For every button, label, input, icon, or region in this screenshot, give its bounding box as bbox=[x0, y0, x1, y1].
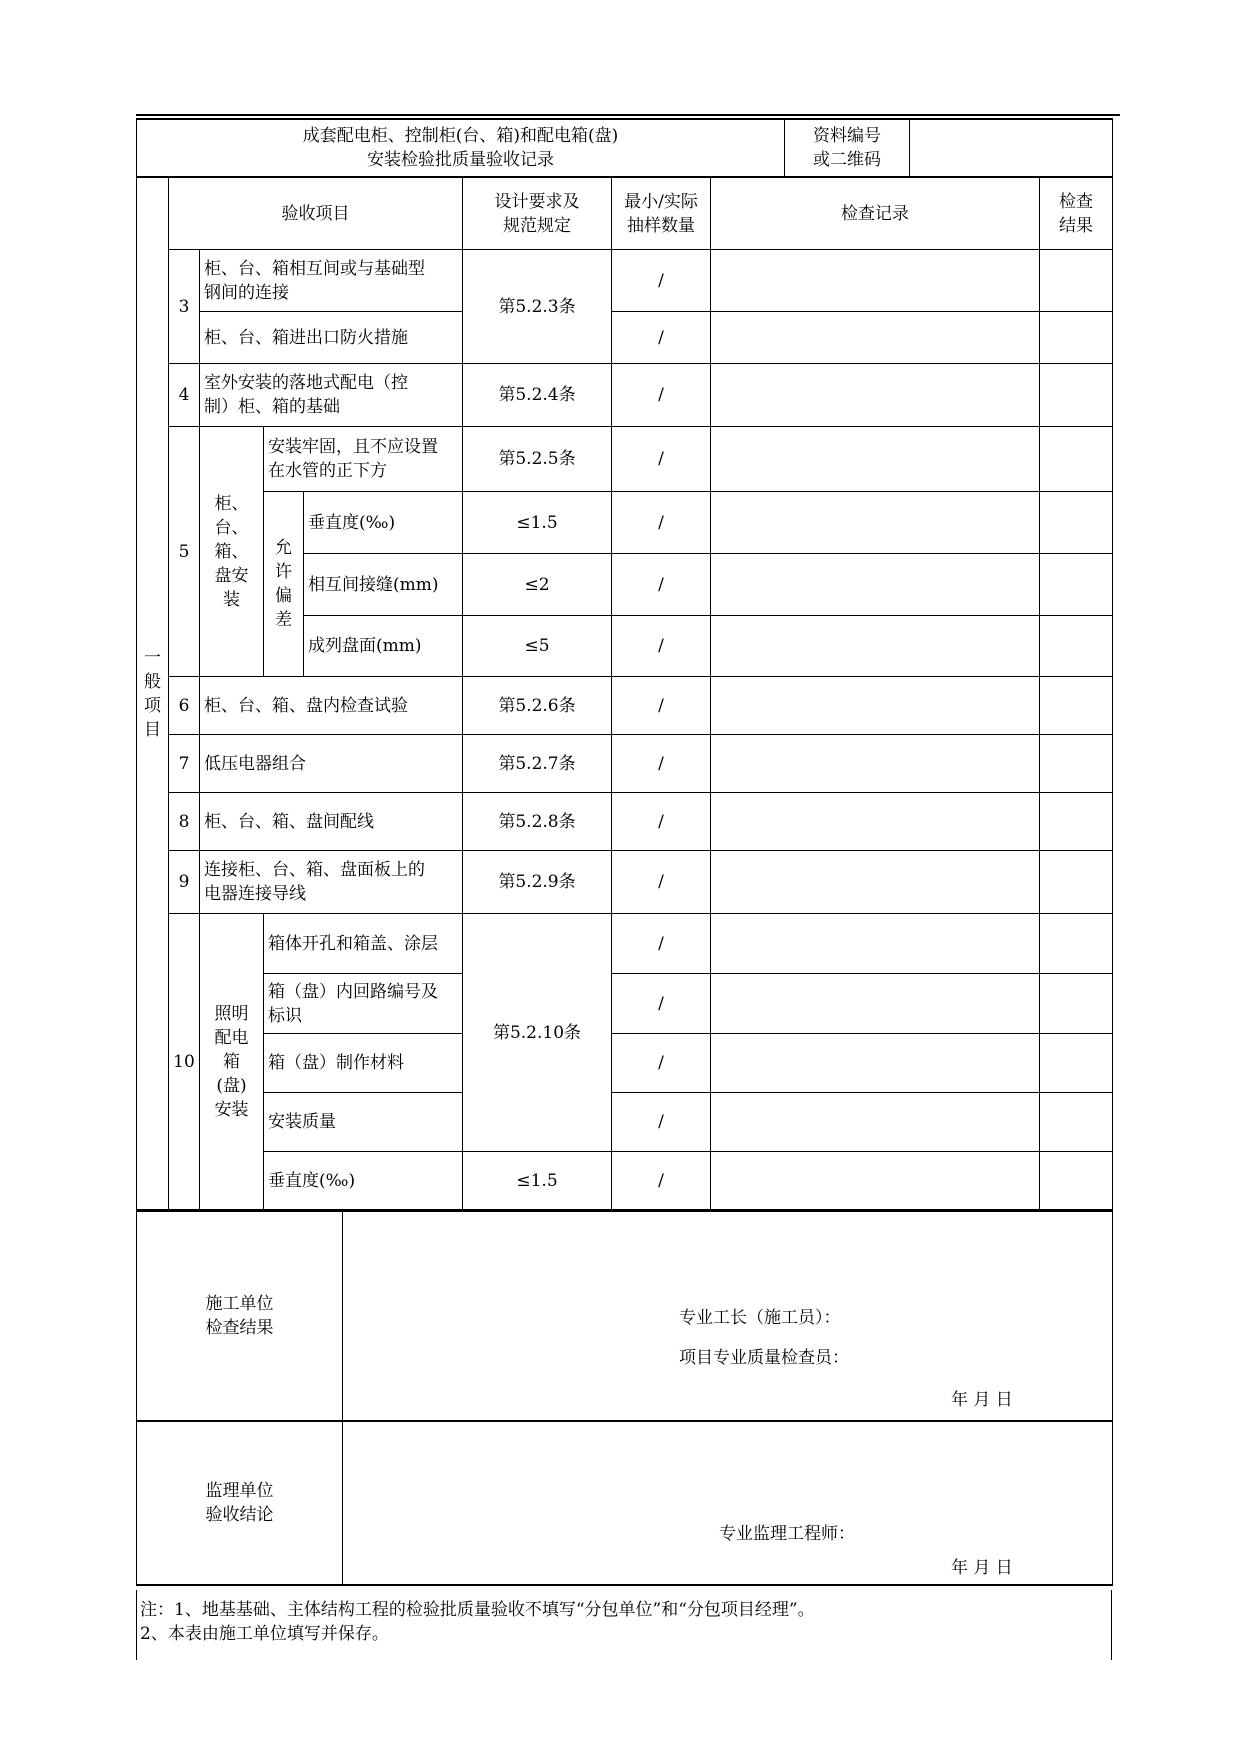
row-10-i2-result[interactable] bbox=[1040, 974, 1113, 1034]
col-header-record: 检查记录 bbox=[711, 178, 1040, 250]
row-3a-result[interactable] bbox=[1040, 250, 1113, 312]
col-header-sample: 最小/实际 抽样数量 bbox=[612, 178, 711, 250]
row-10-i5-spec: ≤1.5 bbox=[463, 1152, 612, 1210]
row-5-d3-result[interactable] bbox=[1040, 616, 1113, 677]
title-table bbox=[136, 118, 1113, 177]
row-10-i5-sample[interactable]: / bbox=[612, 1152, 711, 1210]
row-9-spec: 第5.2.9条 bbox=[463, 851, 612, 914]
signature-table bbox=[136, 1210, 1113, 1586]
col-header-result: 检查 结果 bbox=[1040, 178, 1113, 250]
row-8-no: 8 bbox=[169, 793, 200, 851]
row-10-i2: 箱（盘）内回路编号及 标识 bbox=[264, 974, 463, 1034]
row-10-i4-result[interactable] bbox=[1040, 1093, 1113, 1152]
row-5-sub1-record[interactable] bbox=[711, 427, 1040, 492]
code-value-field[interactable] bbox=[910, 119, 1113, 177]
row-5-sub1: 安装牢固，且不应设置 在水管的正下方 bbox=[264, 427, 463, 492]
row-5-d2-result[interactable] bbox=[1040, 554, 1113, 616]
row-4-no: 4 bbox=[169, 364, 200, 427]
supervision-date: 年 月 日 bbox=[951, 1558, 1013, 1578]
row-4-sample[interactable]: / bbox=[612, 364, 711, 427]
row-10-i1-record[interactable] bbox=[711, 914, 1040, 974]
row-5-sub1-spec: 第5.2.5条 bbox=[463, 427, 612, 492]
notes bbox=[136, 1598, 1112, 1646]
row-10-i1: 箱体开孔和箱盖、涂层 bbox=[264, 914, 463, 974]
row-8-item: 柜、台、箱、盘间配线 bbox=[200, 793, 463, 851]
construction-date: 年 月 日 bbox=[951, 1390, 1013, 1410]
quality-inspector-signature: 项目专业质量检查员： bbox=[679, 1348, 849, 1368]
row-7-record[interactable] bbox=[711, 735, 1040, 793]
row-3-spec: 第5.2.3条 bbox=[463, 250, 612, 364]
row-5-d1-sample[interactable]: / bbox=[612, 492, 711, 554]
row-10-i3: 箱（盘）制作材料 bbox=[264, 1034, 463, 1093]
row-3-item-a: 柜、台、箱相互间或与基础型 钢间的连接 bbox=[200, 250, 463, 312]
row-10-group: 照明 配电 箱 (盘) 安装 bbox=[200, 914, 264, 1210]
construction-label: 施工单位 检查结果 bbox=[137, 1211, 343, 1421]
row-9-no: 9 bbox=[169, 851, 200, 914]
row-5-sub1-sample[interactable]: / bbox=[612, 427, 711, 492]
row-10-spec: 第5.2.10条 bbox=[463, 914, 612, 1152]
row-3-no: 3 bbox=[169, 250, 200, 364]
row-5-d1-record[interactable] bbox=[711, 492, 1040, 554]
row-3b-result[interactable] bbox=[1040, 312, 1113, 364]
row-6-record[interactable] bbox=[711, 677, 1040, 735]
row-10-i3-record[interactable] bbox=[711, 1034, 1040, 1093]
inspection-form bbox=[136, 118, 1112, 1586]
row-5-d2-record[interactable] bbox=[711, 554, 1040, 616]
row-5-sub1-result[interactable] bbox=[1040, 427, 1113, 492]
row-7-result[interactable] bbox=[1040, 735, 1113, 793]
row-4-item: 室外安装的落地式配电（控 制）柜、箱的基础 bbox=[200, 364, 463, 427]
row-4-spec: 第5.2.4条 bbox=[463, 364, 612, 427]
note-line-2: 2、本表由施工单位填写并保存。 bbox=[140, 1624, 389, 1644]
row-10-i2-sample[interactable]: / bbox=[612, 974, 711, 1034]
row-5-d3-spec: ≤5 bbox=[463, 616, 612, 677]
row-10-i4: 安装质量 bbox=[264, 1093, 463, 1152]
row-10-i4-sample[interactable]: / bbox=[612, 1093, 711, 1152]
row-10-i3-result[interactable] bbox=[1040, 1034, 1113, 1093]
row-5-d3: 成列盘面(mm) bbox=[304, 616, 463, 677]
row-10-i1-sample[interactable]: / bbox=[612, 914, 711, 974]
row-3a-record[interactable] bbox=[711, 250, 1040, 312]
construction-result-box[interactable] bbox=[343, 1211, 1113, 1421]
row-9-sample[interactable]: / bbox=[612, 851, 711, 914]
row-6-sample[interactable]: / bbox=[612, 677, 711, 735]
row-4-result[interactable] bbox=[1040, 364, 1113, 427]
row-6-no: 6 bbox=[169, 677, 200, 735]
row-8-spec: 第5.2.8条 bbox=[463, 793, 612, 851]
row-10-i1-result[interactable] bbox=[1040, 914, 1113, 974]
row-7-sample[interactable]: / bbox=[612, 735, 711, 793]
row-3b-record[interactable] bbox=[711, 312, 1040, 364]
row-9-record[interactable] bbox=[711, 851, 1040, 914]
row-9-result[interactable] bbox=[1040, 851, 1113, 914]
row-6-item: 柜、台、箱、盘内检查试验 bbox=[200, 677, 463, 735]
row-3a-sample[interactable]: / bbox=[612, 250, 711, 312]
row-5-d3-sample[interactable]: / bbox=[612, 616, 711, 677]
row-10-i4-record[interactable] bbox=[711, 1093, 1040, 1152]
row-5-group: 柜、 台、 箱、 盘安 装 bbox=[200, 427, 264, 677]
supervision-label: 监理单位 验收结论 bbox=[137, 1421, 343, 1585]
row-8-result[interactable] bbox=[1040, 793, 1113, 851]
row-10-i5: 垂直度(‰) bbox=[264, 1152, 463, 1210]
row-5-d2: 相互间接缝(mm) bbox=[304, 554, 463, 616]
row-7-item: 低压电器组合 bbox=[200, 735, 463, 793]
row-3-item-b: 柜、台、箱进出口防火措施 bbox=[200, 312, 463, 364]
row-6-result[interactable] bbox=[1040, 677, 1113, 735]
supervisor-signature: 专业监理工程师： bbox=[719, 1524, 855, 1544]
row-8-sample[interactable]: / bbox=[612, 793, 711, 851]
row-7-spec: 第5.2.7条 bbox=[463, 735, 612, 793]
supervision-result-box[interactable] bbox=[343, 1421, 1113, 1585]
foreman-signature: 专业工长（施工员）： bbox=[679, 1308, 841, 1328]
top-rule bbox=[136, 114, 1120, 116]
row-6-spec: 第5.2.6条 bbox=[463, 677, 612, 735]
form-title: 成套配电柜、控制柜(台、箱)和配电箱(盘) 安装检验批质量验收记录 bbox=[137, 119, 785, 177]
note-line-1: 注：1、地基基础、主体结构工程的检验批质量验收不填写“分包单位”和“分包项目经理”。 bbox=[140, 1600, 815, 1620]
row-5-d1-spec: ≤1.5 bbox=[463, 492, 612, 554]
row-5-d3-record[interactable] bbox=[711, 616, 1040, 677]
row-7-no: 7 bbox=[169, 735, 200, 793]
row-5-d1-result[interactable] bbox=[1040, 492, 1113, 554]
col-header-design: 设计要求及 规范规定 bbox=[463, 178, 612, 250]
row-9-item: 连接柜、台、箱、盘面板上的 电器连接导线 bbox=[200, 851, 463, 914]
row-10-i5-result[interactable] bbox=[1040, 1152, 1113, 1210]
row-10-i3-sample[interactable]: / bbox=[612, 1034, 711, 1093]
row-5-d2-spec: ≤2 bbox=[463, 554, 612, 616]
row-5-d1: 垂直度(‰) bbox=[304, 492, 463, 554]
row-10-i5-record[interactable] bbox=[711, 1152, 1040, 1210]
row-8-record[interactable] bbox=[711, 793, 1040, 851]
row-5-deviation-label: 允 许 偏 差 bbox=[264, 492, 304, 677]
row-3b-sample[interactable]: / bbox=[612, 312, 711, 364]
row-5-no: 5 bbox=[169, 427, 200, 677]
row-4-record[interactable] bbox=[711, 364, 1040, 427]
col-header-item: 验收项目 bbox=[169, 178, 463, 250]
row-5-d2-sample[interactable]: / bbox=[612, 554, 711, 616]
items-table bbox=[136, 177, 1113, 1210]
code-label: 资料编号 或二维码 bbox=[785, 119, 910, 177]
row-10-no: 10 bbox=[169, 914, 200, 1210]
row-10-i2-record[interactable] bbox=[711, 974, 1040, 1034]
general-items-label: 一 般 项 目 bbox=[137, 178, 169, 1210]
